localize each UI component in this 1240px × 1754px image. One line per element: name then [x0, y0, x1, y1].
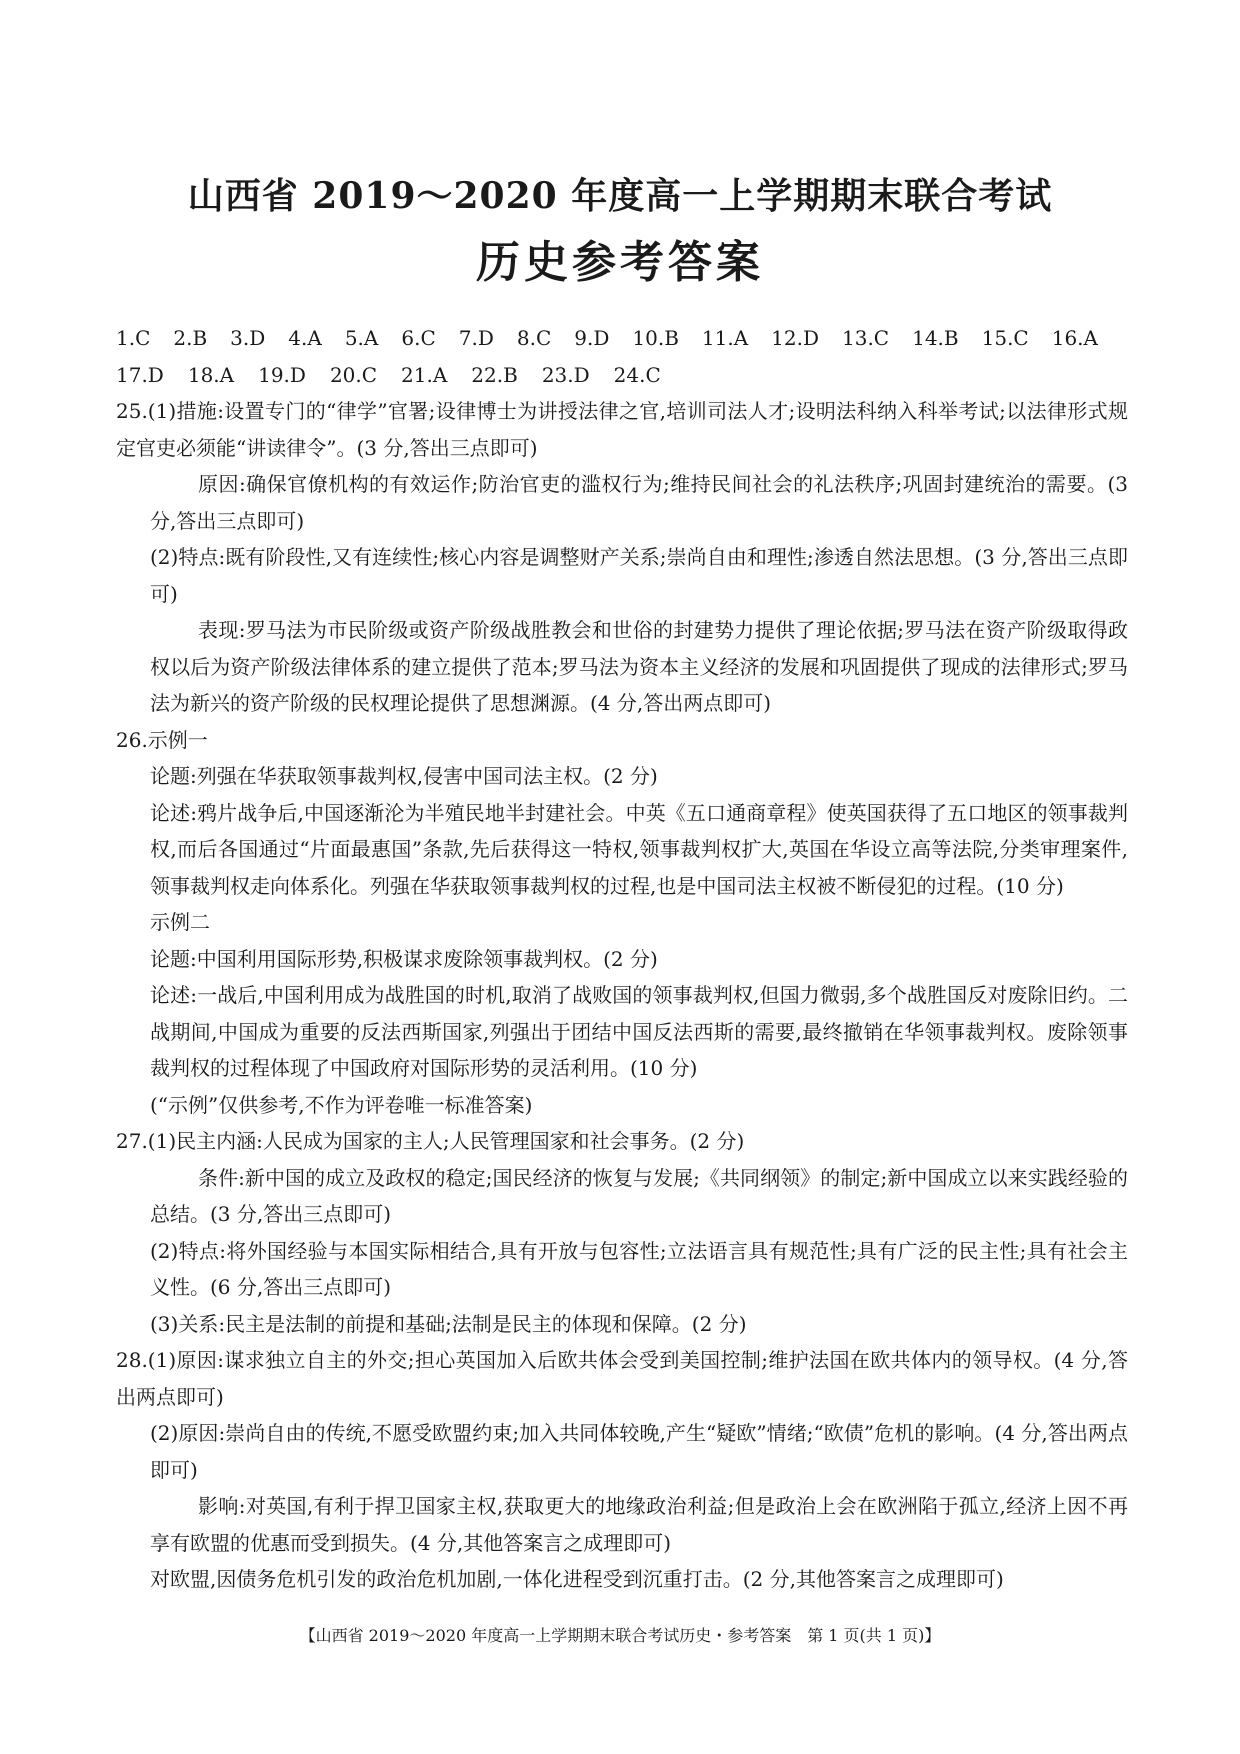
- document-subtitle: 历史参考答案: [476, 237, 764, 288]
- choice-answer: 1.C: [116, 326, 151, 350]
- choice-answer: 13.C: [842, 326, 890, 350]
- multiple-choice-row-2: [116, 357, 1128, 394]
- choice-answer: 6.C: [401, 326, 436, 350]
- choice-answer: 12.D: [771, 326, 819, 350]
- page-footer: 【山西省 2019～2020 年度高一上学期期末联合考试历史・参考答案 第 1 页(共 1 页)】: [299, 1626, 941, 1645]
- choice-answer: 21.A: [401, 362, 448, 387]
- choice-answer: 7.D: [458, 326, 494, 350]
- choice-answer: 5.A: [344, 326, 379, 350]
- q25-manifestations: 表现:罗马法为市民阶级或资产阶级战胜教会和世俗的封建势力提供了理论依据;罗马法在资产阶级取得政权以后为资产阶级法律体系的建立提供了范本;罗马法为资本主义经济的发展和巩固提供了现成的法律形式;罗马法为新兴的资产阶级的民权理论提供了思想渊源。(4 分,答出两点即可): [150, 618, 1128, 715]
- choice-answer: 14.B: [912, 326, 959, 350]
- choice-answer: 3.D: [230, 326, 266, 350]
- choice-answer: 15.C: [981, 326, 1029, 350]
- q26-example-two: 示例二: [150, 910, 210, 934]
- choice-answer: 11.A: [701, 326, 749, 350]
- q28-reasons-one: 28.(1)原因:谋求独立自主的外交;担心英国加入后欧共体会受到美国控制;维护法国在欧共体内的领导权。(4 分,答出两点即可): [116, 1348, 1128, 1409]
- q26-thesis-two: 论题:中国利用国际形势,积极谋求废除领事裁判权。(2 分): [150, 946, 658, 971]
- document-title: 山西省 2019～2020 年度高一上学期期末联合考试: [187, 175, 1053, 217]
- q26-argument-two: 论述:一战后,中国利用成为战胜国的时机,取消了战败国的领事裁判权,但国力微弱,多个战胜国反对废除旧约。二战期间,中国成为重要的反法西斯国家,列强出于团结中国反法西斯的需要,最终撤销在华领事裁判权。废除领事裁判权的过程体现了中国政府对国际形势的灵活利用。(10 分): [150, 983, 1128, 1080]
- choice-answer: 22.B: [471, 362, 518, 387]
- choice-answer: 9.D: [574, 326, 610, 350]
- choice-answer: 20.C: [329, 362, 378, 387]
- q27-conditions: 条件:新中国的成立及政权的稳定;国民经济的恢复与发展;《共同纲领》的制定;新中国成立以来实践经验的总结。(3 分,答出三点即可): [150, 1165, 1128, 1226]
- q26-example-one: 26.示例一: [116, 727, 208, 752]
- q25-reasons: 原因:确保官僚机构的有效运作;防治官吏的滥权行为;维持民间社会的礼法秩序;巩固封建统治的需要。(3 分,答出三点即可): [150, 472, 1128, 533]
- q25-features: (2)特点:既有阶段性,又有连续性;核心内容是调整财产关系;崇尚自由和理性;渗透自然法思想。(3 分,答出三点即可): [150, 545, 1128, 606]
- q27-democracy: 27.(1)民主内涵:人民成为国家的主人;人民管理国家和社会事务。(2 分): [116, 1129, 745, 1153]
- q28-impact-eu: 对欧盟,因债务危机引发的政治危机加剧,一体化进程受到沉重打击。(2 分,其他答案言之成理即可): [150, 1567, 1004, 1591]
- choice-answer: 17.D: [116, 362, 164, 387]
- q26-note: (“示例”仅供参考,不作为评卷唯一标准答案): [150, 1092, 533, 1117]
- choice-answer: 2.B: [173, 326, 208, 350]
- choice-answer: 4.A: [288, 326, 322, 350]
- choice-answer: 24.C: [613, 362, 661, 387]
- choice-answer: 19.D: [258, 362, 306, 387]
- choice-answer: 23.D: [541, 362, 590, 387]
- q28-reasons-two: (2)原因:崇尚自由的传统,不愿受欧盟约束;加入共同体较晚,产生“疑欧”情绪;“欧债”危机的影响。(4 分,答出两点即可): [150, 1421, 1128, 1482]
- q28-impact-uk: 影响:对英国,有利于捍卫国家主权,获取更大的地缘政治利益;但是政治上会在欧洲陷于孤立,经济上因不再享有欧盟的优惠而受到损失。(4 分,其他答案言之成理即可): [150, 1494, 1128, 1555]
- multiple-choice-row-1: [116, 320, 1128, 357]
- q27-features: (2)特点:将外国经验与本国实际相结合,具有开放与包容性;立法语言具有规范性;具有广泛的民主性;具有社会主义性。(6 分,答出三点即可): [150, 1238, 1128, 1299]
- choice-answer: 8.C: [516, 326, 552, 350]
- q27-relationship: (3)关系:民主是法制的前提和基础;法制是民主的体现和保障。(2 分): [150, 1311, 747, 1336]
- q25-measures: 25.(1)措施:设置专门的“律学”官署;设律博士为讲授法律之官,培训司法人才;设明法科纳入科举考试;以法律形式规定官吏必须能“讲读律令”。(3 分,答出三点即可): [116, 399, 1128, 460]
- choice-answer: 18.A: [187, 362, 235, 387]
- answer-content: [116, 320, 1128, 1598]
- q26-thesis-one: 论题:列强在华获取领事裁判权,侵害中国司法主权。(2 分): [150, 764, 658, 788]
- choice-answer: 16.A: [1051, 326, 1098, 350]
- q26-argument-one: 论述:鸦片战争后,中国逐渐沦为半殖民地半封建社会。中英《五口通商章程》使英国获得了五口地区的领事裁判权,而后各国通过“片面最惠国”条款,先后获得这一特权,领事裁判权扩大,英国在华设立高等法院,分类审理案件,领事裁判权走向体系化。列强在华获取领事裁判权的过程,也是中国司法主权被不断侵犯的过程。(10 分): [150, 800, 1128, 898]
- choice-answer: 10.B: [632, 326, 679, 350]
